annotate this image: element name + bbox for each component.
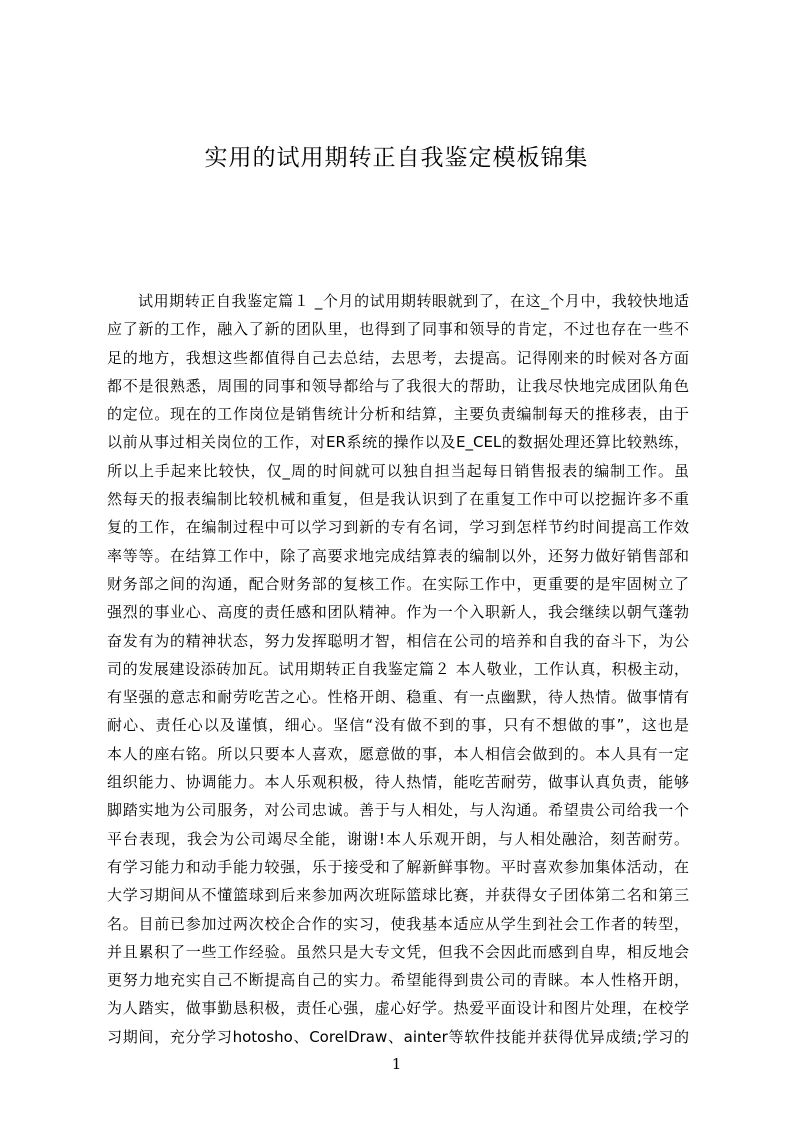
body-line: 足的地方，我想这些都值得自己去总结，去思考，去提高。记得刚来的时候对各方面 — [107, 348, 689, 367]
body-line: 试用期转正自我鉴定篇１ _个月的试用期转眼就到了，在这_个月中，我较快地适 — [138, 292, 689, 310]
body-line: 司的发展建设添砖加瓦。试用期转正自我鉴定篇２ 本人敬业，工作认真，积极主动， — [107, 659, 689, 678]
document-title: 实用的试用期转正自我鉴定模板锦集 — [204, 145, 589, 171]
body-line: 应了新的工作，融入了新的团队里，也得到了同事和领导的肯定，不过也存在一些不 — [107, 320, 689, 339]
body-line: 耐心、责任心以及谨慎，细心。坚信“没有做不到的事，只有不想做的事”，这也是 — [107, 716, 689, 735]
body-line: 复的工作，在编制过程中可以学习到新的专有名词，学习到怎样节约时间提高工作效 — [107, 518, 689, 537]
body-line: 然每天的报表编制比较机械和重复，但是我认识到了在重复工作中可以挖掘许多不重 — [107, 490, 689, 509]
body-line: 本人的座右铭。所以只要本人喜欢，愿意做的事，本人相信会做到的。本人具有一定 — [107, 744, 689, 763]
body-line: 奋发有为的精神状态，努力发挥聪明才智，相信在公司的培养和自我的奋斗下，为公 — [107, 631, 689, 650]
body-line: 并且累积了一些工作经验。虽然只是大专文凭，但我不会因此而感到自卑，相反地会 — [107, 942, 689, 961]
body-line: 组织能力、协调能力。本人乐观积极，待人热情，能吃苦耐劳，做事认真负责，能够 — [107, 773, 689, 792]
body-line: 以前从事过相关岗位的工作，对ER系统的操作以及E_CEL的数据处理还算比较熟练， — [107, 433, 689, 452]
page-number: 1 — [391, 1055, 402, 1073]
body-line: 平台表现，我会为公司竭尽全能，谢谢!本人乐观开朗，与人相处融洽，刻苦耐劳。 — [107, 829, 689, 848]
body-line: 更努力地充实自己不断提高自己的实力。希望能得到贵公司的青睐。本人性格开朗， — [107, 971, 689, 990]
body-line: 名。目前已参加过两次校企合作的实习，使我基本适应从学生到社会工作者的转型， — [107, 914, 689, 933]
body-line: 有学习能力和动手能力较强，乐于接受和了解新鲜事物。平时喜欢参加集体活动，在 — [107, 857, 689, 876]
body-line: 率等等。在结算工作中，除了高要求地完成结算表的编制以外，还努力做好销售部和 — [107, 546, 689, 565]
body-line: 脚踏实地为公司服务，对公司忠诚。善于与人相处，与人沟通。希望贵公司给我一个 — [107, 801, 689, 820]
document-body — [107, 287, 689, 1051]
body-line: 强烈的事业心、高度的责任感和团队精神。作为一个入职新人，我会继续以朝气蓬勃 — [107, 603, 689, 622]
body-line: 为人踏实，做事勤恳积极，责任心强，虚心好学。热爱平面设计和图片处理，在校学 — [107, 999, 689, 1018]
body-line: 大学习期间从不懂篮球到后来参加两次班际篮球比赛，并获得女子团体第二名和第三 — [107, 886, 689, 905]
body-line: 有坚强的意志和耐劳吃苦之心。性格开朗、稳重、有一点幽默，待人热情。做事情有 — [107, 688, 689, 707]
body-line: 都不是很熟悉，周围的同事和领导都给与了我很大的帮助，让我尽快地完成团队角色 — [107, 376, 689, 395]
body-line: 习期间，充分学习hotosho、CorelDraw、ainter等软件技能并获得优异成绩;学习的 — [107, 1027, 689, 1046]
body-line: 所以上手起来比较快，仅_周的时间就可以独自担当起每日销售报表的编制工作。虽 — [107, 461, 689, 480]
body-line: 财务部之间的沟通，配合财务部的复核工作。在实际工作中，更重要的是牢固树立了 — [107, 574, 689, 593]
body-line: 的定位。现在的工作岗位是销售统计分析和结算，主要负责编制每天的推移表，由于 — [107, 405, 689, 424]
